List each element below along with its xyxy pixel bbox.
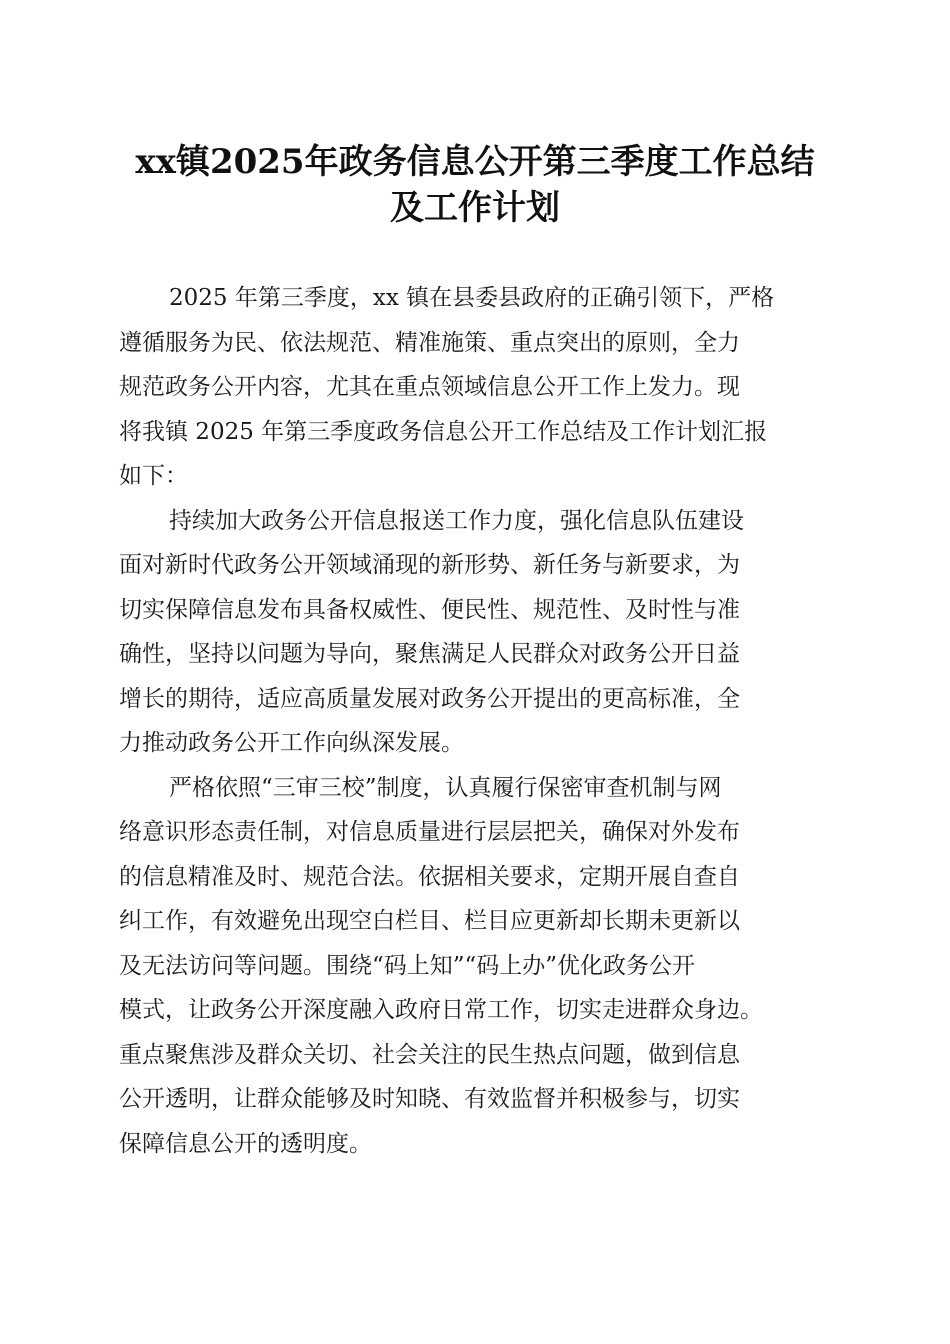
- document-body: [119, 276, 839, 1166]
- paragraph-2-line: 面对新时代政务公开领域涌现的新形势、新任务与新要求，为: [119, 552, 740, 578]
- paragraph-1-line: 规范政务公开内容，尤其在重点领域信息公开工作上发力。现: [119, 374, 740, 400]
- paragraph-1-line: 将我镇 2025 年第三季度政务信息公开工作总结及工作计划汇报: [119, 418, 768, 445]
- paragraph-3-line: 模式，让政务公开深度融入政府日常工作，切实走进群众身边。: [119, 997, 763, 1023]
- paragraph-3-line: 纠工作，有效避免出现空白栏目、栏目应更新却长期未更新以: [119, 908, 740, 934]
- paragraph-3-line: 重点聚焦涉及群众关切、社会关注的民生热点问题，做到信息: [119, 1041, 740, 1068]
- paragraph-2-line: 确性，坚持以问题为导向，聚焦满足人民群众对政务公开日益: [119, 641, 740, 667]
- paragraph-1-line: 遵循服务为民、依法规范、精准施策、重点突出的原则，全力: [119, 329, 740, 356]
- document-title-line-2: 及工作计划: [390, 188, 560, 228]
- paragraph-1-line: 如下：: [119, 463, 188, 489]
- paragraph-3-line: 的信息精准及时、规范合法。依据相关要求，定期开展自查自: [119, 863, 740, 890]
- document-title-line-1: xx镇2025年政务信息公开第三季度工作总结: [135, 142, 815, 182]
- paragraph-3-line: 及无法访问等问题。围绕“码上知”“码上办”优化政务公开: [119, 952, 696, 979]
- paragraph-2-line: 持续加大政务公开信息报送工作力度，强化信息队伍建设: [169, 507, 744, 534]
- paragraph-2-line: 切实保障信息发布具备权威性、便民性、规范性、及时性与准: [119, 596, 740, 623]
- paragraph-2-line: 增长的期待，适应高质量发展对政务公开提出的更高标准，全: [119, 685, 740, 712]
- paragraph-3-line: 络意识形态责任制，对信息质量进行层层把关，确保对外发布: [119, 819, 740, 845]
- paragraph-1-line: 2025 年第三季度，xx 镇在县委县政府的正确引领下，严格: [169, 285, 775, 311]
- paragraph-3-line: 保障信息公开的透明度。: [119, 1130, 372, 1157]
- paragraph-2-line: 力推动政务公开工作向纵深发展。: [119, 730, 464, 756]
- paragraph-3-line: 公开透明，让群众能够及时知晓、有效监督并积极参与，切实: [119, 1086, 740, 1112]
- paragraph-3-line: 严格依照“三审三校”制度，认真履行保密审查机制与网: [169, 774, 722, 801]
